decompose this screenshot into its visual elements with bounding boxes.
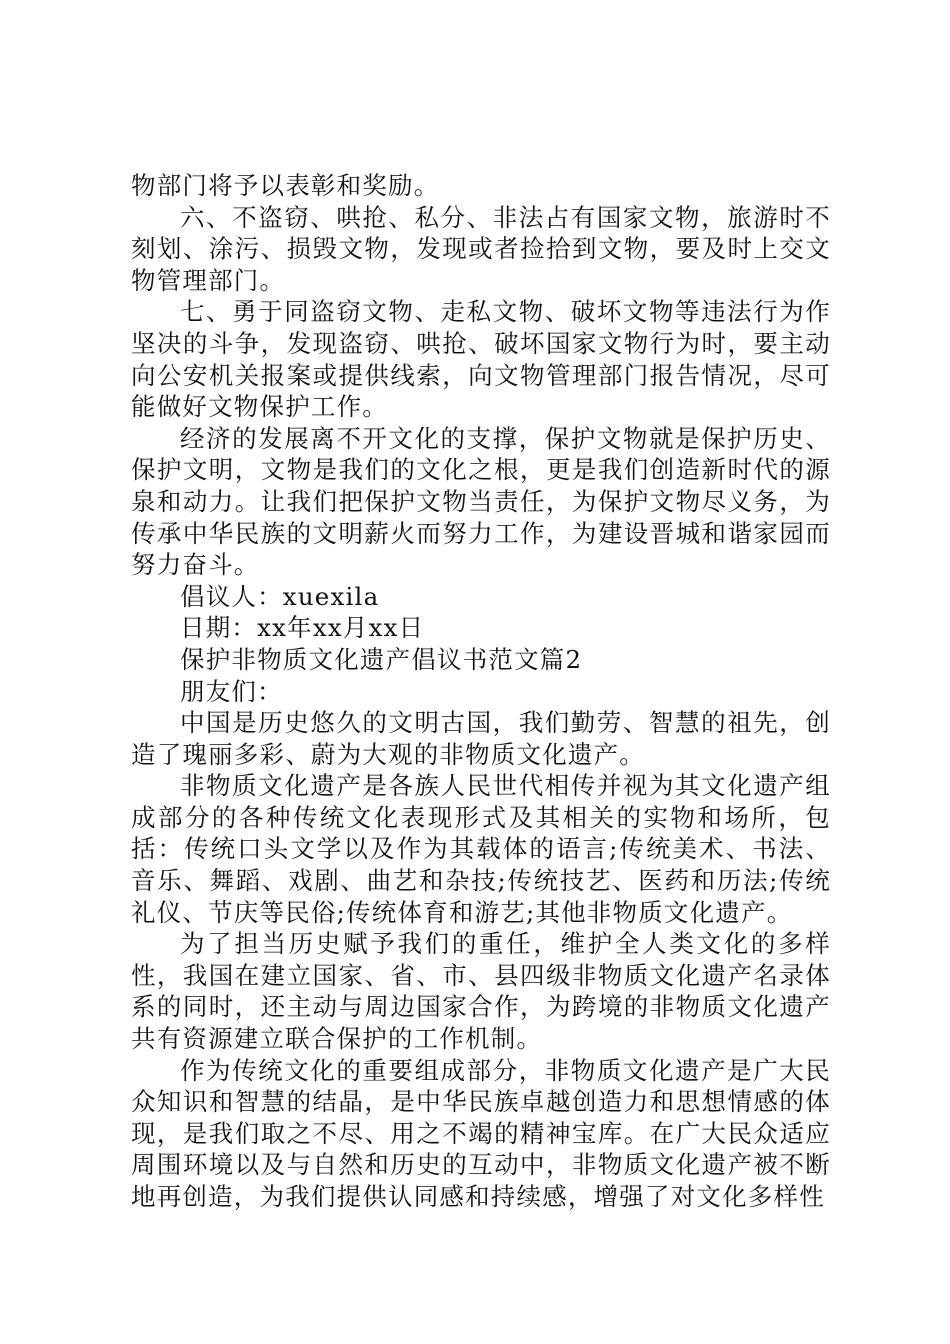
paragraph-2: 六、不盗窃、哄抢、私分、非法占有国家文物，旅游时不刻划、涂污、损毁文物，发现或者捡拾到文物，要及时上交文物管理部门。: [131, 202, 831, 295]
section-title: 保护非物质文化遗产倡议书范文篇2: [180, 644, 583, 674]
paragraph-9: 中国是历史悠久的文明古国，我们勤劳、智慧的祖先，创造了瑰丽多彩、蔚为大观的非物质文化遗产。: [131, 708, 831, 769]
paragraph-10: 非物质文化遗产是各族人民世代相传并视为其文化遗产组成部分的各种传统文化表现形式及其相关的实物和场所，包括：传统口头文学以及作为其载体的语言;传统美术、书法、音乐、舞蹈、戏剧、曲艺和杂技;传统技艺、医药和历法;传统礼仪、节庆等民俗;传统体育和游艺;其他非物质文化遗产。: [131, 771, 831, 927]
paragraph-1: 物部门将予以表彰和奖励。: [131, 171, 440, 200]
paragraph-3: 七、勇于同盗窃文物、走私文物、破坏文物等违法行为作坚决的斗争，发现盗窃、哄抢、破坏国家文物行为时，要主动向公安机关报案或提供线索，向文物管理部门报告情况，尽可能做好文物保护工作。: [131, 297, 831, 422]
paragraph-12: 作为传统文化的重要组成部分，非物质文化遗产是广大民众知识和智慧的结晶，是中华民族卓越创造力和思想情感的体现，是我们取之不尽、用之不竭的精神宝库。在广大民众适应周围环境以及与自然和历史的互动中，非物质文化遗产被不断地再创造，为我们提供认同感和持续感，增强了对文化多样性: [131, 1055, 831, 1211]
document-body: [131, 170, 831, 1213]
date-line: 日期：xx年xx月xx日: [180, 613, 425, 643]
initiator-line: 倡议人：xuexila: [180, 581, 380, 611]
paragraph-4: 经济的发展离不开文化的支撑，保护文物就是保护历史、保护文明，文物是我们的文化之根，更是我们创造新时代的源泉和动力。让我们把保护文物当责任，为保护文物尽义务，为传承中华民族的文明薪火而努力工作，为建设晋城和谐家园而努力奋斗。: [131, 423, 831, 580]
salutation: 朋友们：: [180, 676, 283, 706]
paragraph-11: 为了担当历史赋予我们的重任，维护全人类文化的多样性，我国在建立国家、省、市、县四级非物质文化遗产名录体系的同时，还主动与周边国家合作，为跨境的非物质文化遗产共有资源建立联合保护的工作机制。: [131, 929, 831, 1054]
